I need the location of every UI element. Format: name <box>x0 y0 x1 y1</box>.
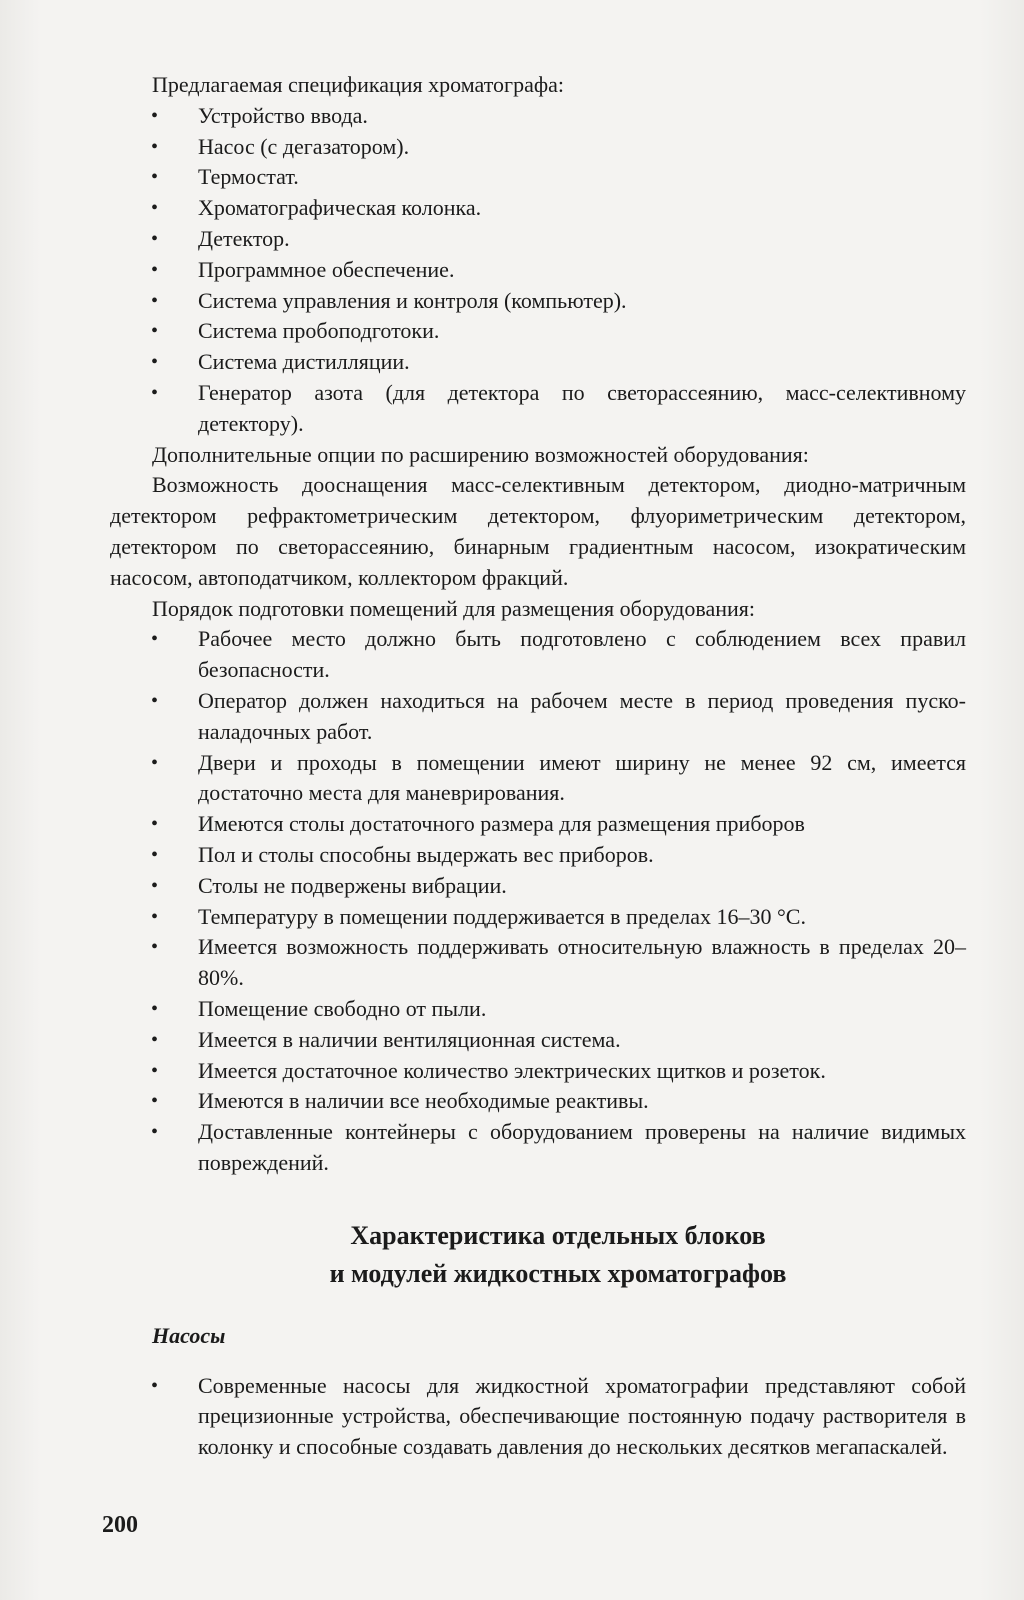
section-heading <box>110 1217 966 1293</box>
spec-list <box>110 101 966 440</box>
rooms-intro: Порядок подготовки помещений для размещения оборудования: <box>152 595 755 621</box>
rooms-item: • Имеется возможность поддерживать относительную влажность в пределах 20–80%. <box>151 934 966 991</box>
bullet-icon: • <box>151 874 159 897</box>
rooms-item: • Имеются столы достаточного размера для размещения приборов <box>110 809 966 840</box>
bullet-icon: • <box>151 1028 159 1051</box>
bullet-icon: • <box>151 689 159 712</box>
spacer <box>110 1351 966 1371</box>
bullet-icon: • <box>151 166 159 189</box>
spec-item: • Система управления и контроля (компьютер). <box>110 286 966 317</box>
section-heading-line-2: и модулей жидкостных хроматографов <box>329 1258 787 1288</box>
page-number: 200 <box>102 1512 138 1538</box>
bullet-icon: • <box>151 258 159 281</box>
rooms-item: • Имеется достаточное количество электрических щитков и розеток. <box>110 1056 966 1087</box>
spec-item: • Хроматографическая колонка. <box>110 193 966 224</box>
rooms-item: • Оператор должен находиться на рабочем месте в период проведения пуско-наладочных работ. <box>151 687 966 744</box>
rooms-item: • Двери и проходы в помещении имеют ширину не менее 92 см, имеется достаточно места для маневрирования. <box>151 749 966 806</box>
bullet-icon: • <box>151 905 159 928</box>
rooms-item: • Имеется в наличии вентиляционная система. <box>110 1025 966 1056</box>
section-subheading: Насосы <box>152 1322 226 1348</box>
rooms-item: • Доставленные контейнеры с оборудованием проверены на наличие видимых повреждений. <box>151 1119 966 1175</box>
pumps-list <box>110 1371 966 1463</box>
spec-item: • Система дистилляции. <box>110 347 966 378</box>
spec-item: • Система пробоподготоки. <box>110 316 966 347</box>
bullet-icon: • <box>151 813 159 836</box>
bullet-icon: • <box>151 351 159 374</box>
spec-item: • Программное обеспечение. <box>110 255 966 286</box>
rooms-item: • Пол и столы способны выдержать вес приборов. <box>110 840 966 871</box>
rooms-item: • Столы не подвержены вибрации. <box>110 871 966 902</box>
spec-item: • Насос (с дегазатором). <box>110 132 966 163</box>
bullet-icon: • <box>151 628 159 651</box>
bullet-icon: • <box>151 997 159 1020</box>
page-content <box>110 70 966 1463</box>
bullet-icon: • <box>151 1121 159 1144</box>
bullet-icon: • <box>151 320 159 343</box>
bullet-icon: • <box>151 751 159 774</box>
bullet-icon: • <box>151 104 159 127</box>
bullet-icon: • <box>151 1059 159 1082</box>
bullet-icon: • <box>151 936 159 959</box>
bullet-icon: • <box>151 381 159 404</box>
rooms-item: • Помещение свободно от пыли. <box>110 994 966 1025</box>
spec-item: • Устройство ввода. <box>110 101 966 132</box>
options-paragraph: Возможность дооснащения масс-селективным детектором, диодно-матричным детектором рефрактометрическим детектором, флуориметрическим детектором, детектором по светорассеянию, бинарным градиентным насосом, изократическим насосом, автоподатчиком, коллектором фракций. <box>110 472 966 590</box>
pumps-item: • Современные насосы для жидкостной хроматографии представляют собой прецизионные устройства, обеспечивающие постоянную подачу растворителя в колонку и способные создавать давления до нескольких десятков мегапаскалей. <box>151 1372 966 1460</box>
rooms-item: • Рабочее место должно быть подготовлено с соблюдением всех правил безопасности. <box>151 626 966 683</box>
spec-item: • Генератор азота (для детектора по светорассеянию, масс-селективному детектору). <box>151 379 966 436</box>
rooms-item: • Температуру в помещении поддерживается в пределах 16–30 °С. <box>110 902 966 933</box>
bullet-icon: • <box>151 197 159 220</box>
spec-item: • Детектор. <box>110 224 966 255</box>
rooms-item: • Имеются в наличии все необходимые реактивы. <box>110 1086 966 1117</box>
spec-item: • Термостат. <box>110 162 966 193</box>
section-heading-line-1: Характеристика отдельных блоков <box>350 1220 766 1250</box>
rooms-list <box>110 624 966 1178</box>
options-title: Дополнительные опции по расширению возможностей оборудования: <box>152 441 809 467</box>
bullet-icon: • <box>151 843 159 866</box>
bullet-icon: • <box>151 289 159 312</box>
spec-intro: Предлагаемая спецификация хроматографа: <box>152 72 564 97</box>
bullet-icon: • <box>151 135 159 158</box>
bullet-icon: • <box>151 227 159 250</box>
bullet-icon: • <box>151 1374 159 1397</box>
bullet-icon: • <box>151 1090 159 1113</box>
